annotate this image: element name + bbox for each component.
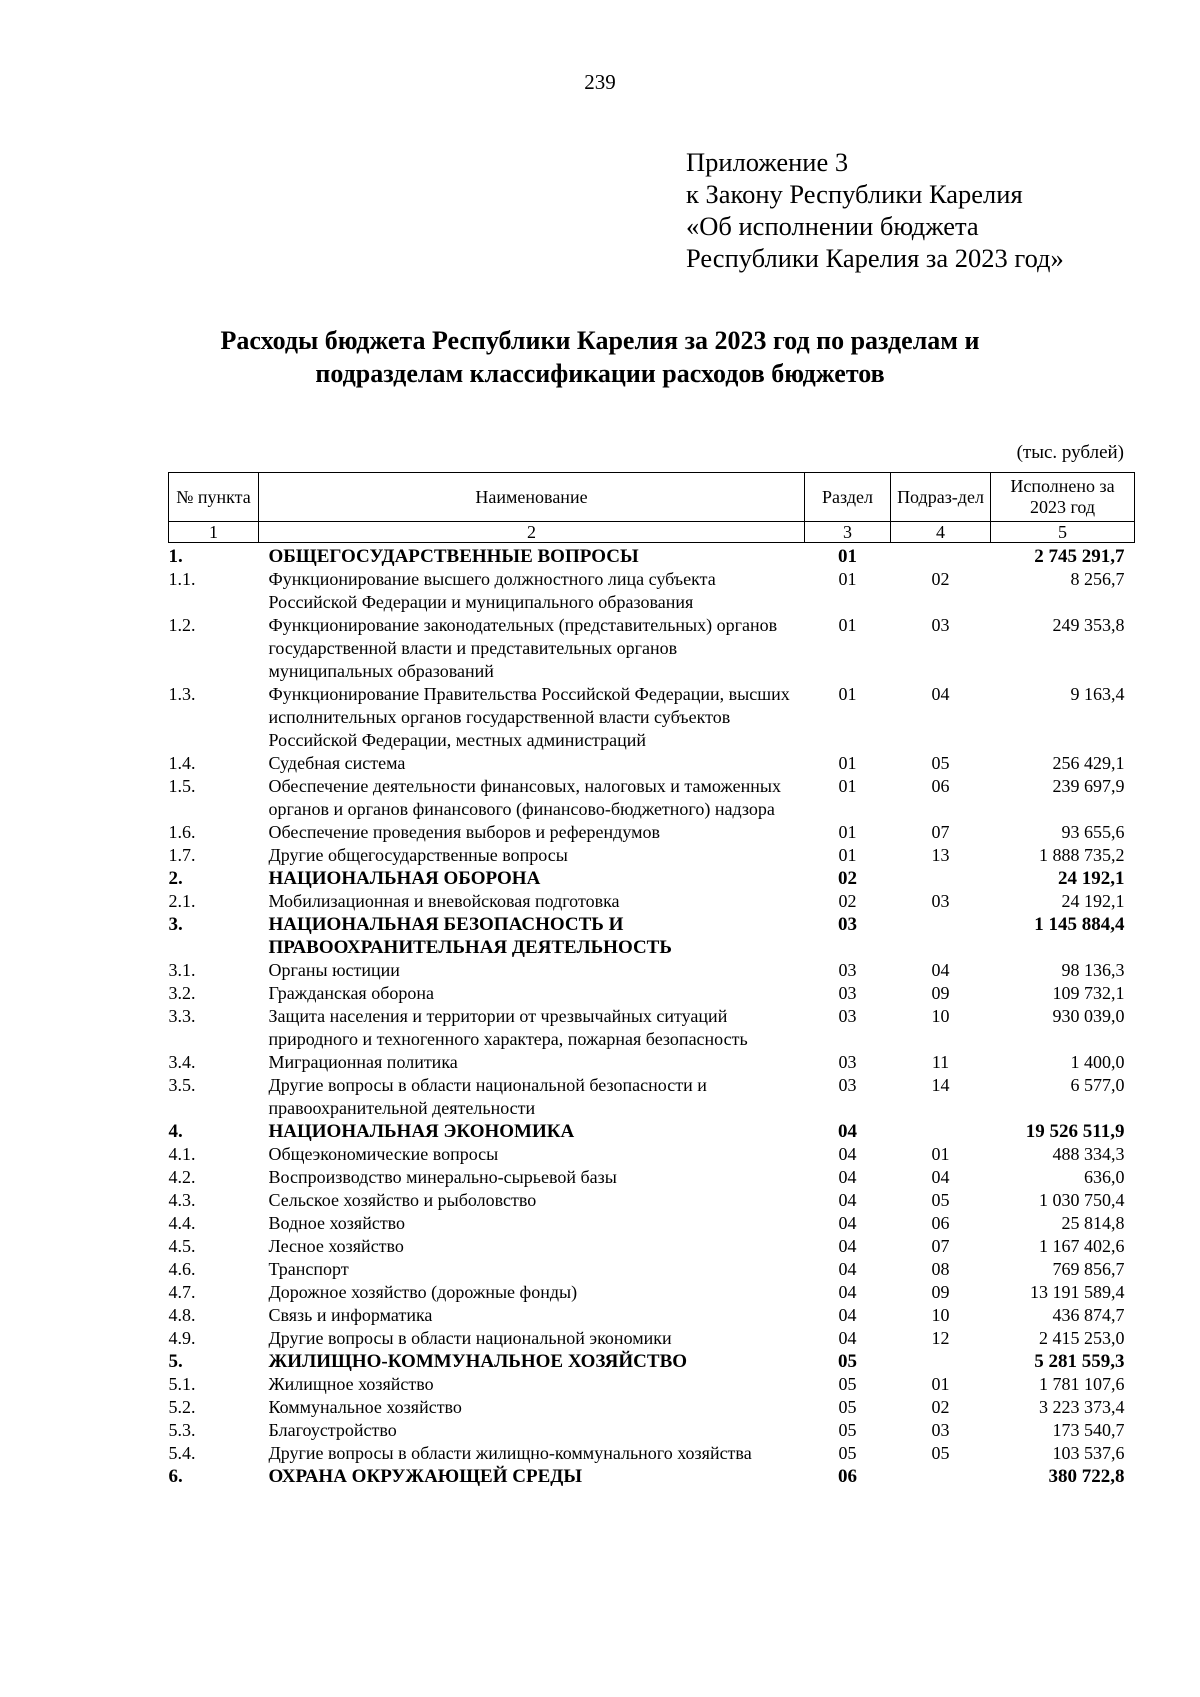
table-row — [169, 1304, 1135, 1327]
row-section: 03 — [838, 1075, 857, 1095]
row-amount: 380 722,8 — [1048, 1466, 1125, 1487]
row-section: 03 — [838, 1006, 857, 1026]
row-amount: 98 136,3 — [1061, 960, 1125, 980]
header-num: № пункта — [169, 473, 259, 522]
row-subsection: 09 — [931, 1282, 950, 1302]
row-section: 02 — [838, 868, 857, 889]
row-section: 04 — [838, 1190, 857, 1210]
row-number: 4.2. — [168, 1167, 196, 1187]
units-label: (тыс. рублей) — [1016, 442, 1124, 463]
table-row — [169, 1419, 1135, 1442]
table-row — [169, 1005, 1135, 1051]
row-number: 5. — [168, 1351, 183, 1372]
row-number: 1.4. — [168, 753, 196, 773]
row-subsection: 07 — [931, 822, 950, 842]
column-number: 4 — [891, 522, 991, 543]
row-section: 01 — [838, 753, 857, 773]
row-number: 4.3. — [168, 1190, 196, 1210]
appendix-line: Приложение 3 — [686, 147, 849, 177]
row-subsection: 04 — [931, 960, 950, 980]
row-number: 4.5. — [168, 1236, 196, 1256]
row-number: 4.6. — [168, 1259, 196, 1279]
row-name: Функционирование высшего должностного лица субъекта Российской Федерации и муниципального образования — [268, 569, 716, 612]
row-section: 03 — [838, 1052, 857, 1072]
row-amount: 436 874,7 — [1052, 1305, 1125, 1325]
row-amount: 1 400,0 — [1070, 1052, 1125, 1072]
row-amount: 103 537,6 — [1052, 1443, 1125, 1463]
row-number: 1.7. — [168, 845, 196, 865]
row-name: Защита населения и территории от чрезвычайных ситуаций природного и техногенного характера, пожарная безопасность — [268, 1006, 748, 1049]
table-row — [169, 1465, 1135, 1488]
row-section: 03 — [838, 983, 857, 1003]
table-row — [169, 1074, 1135, 1120]
column-number: 2 — [259, 522, 805, 543]
row-subsection: 05 — [931, 753, 950, 773]
table-column-numbers-row — [169, 522, 1135, 543]
row-section: 03 — [838, 960, 857, 980]
row-name: Другие вопросы в области жилищно-коммунального хозяйства — [268, 1443, 752, 1463]
row-subsection: 12 — [931, 1328, 950, 1348]
table-row — [169, 1235, 1135, 1258]
row-subsection: 10 — [931, 1305, 950, 1325]
column-number: 5 — [991, 522, 1135, 543]
row-amount: 24 192,1 — [1058, 868, 1125, 889]
table-body — [169, 543, 1135, 1489]
table-row — [169, 844, 1135, 867]
row-number: 4.4. — [168, 1213, 196, 1233]
row-name: Гражданская оборона — [268, 983, 434, 1003]
row-name: Мобилизационная и вневойсковая подготовка — [268, 891, 620, 911]
row-number: 4. — [168, 1121, 183, 1142]
row-name: Функционирование Правительства Российской Федерации, высших исполнительных органов государственной власти субъектов Российской Федерации, местных администраций — [268, 684, 790, 750]
table-row — [169, 1442, 1135, 1465]
row-name: Сельское хозяйство и рыболовство — [268, 1190, 537, 1210]
row-subsection: 06 — [931, 1213, 950, 1233]
row-number: 5.2. — [168, 1397, 196, 1417]
row-name: Другие вопросы в области национальной экономики — [268, 1328, 672, 1348]
row-number: 5.4. — [168, 1443, 196, 1463]
row-name: Органы юстиции — [268, 960, 400, 980]
row-amount: 249 353,8 — [1052, 615, 1125, 635]
row-number: 6. — [168, 1466, 183, 1487]
row-amount: 13 191 589,4 — [1030, 1282, 1125, 1302]
row-name: НАЦИОНАЛЬНАЯ БЕЗОПАСНОСТЬ И ПРАВООХРАНИТЕЛЬНАЯ ДЕЯТЕЛЬНОСТЬ — [268, 914, 672, 958]
row-name: НАЦИОНАЛЬНАЯ ОБОРОНА — [268, 868, 541, 889]
appendix-note — [686, 146, 1186, 274]
table-row — [169, 867, 1135, 890]
row-number: 4.8. — [168, 1305, 196, 1325]
row-number: 1.6. — [168, 822, 196, 842]
row-amount: 239 697,9 — [1052, 776, 1125, 796]
table-row — [169, 543, 1135, 569]
row-subsection — [891, 1350, 991, 1373]
row-subsection: 03 — [931, 891, 950, 911]
row-name: Жилищное хозяйство — [268, 1374, 434, 1394]
row-section: 04 — [838, 1305, 857, 1325]
row-name: Функционирование законодательных (представительных) органов государственной власти и представительных органов муниципальных образований — [268, 615, 778, 681]
row-subsection: 10 — [931, 1006, 950, 1026]
document-title — [0, 324, 1200, 390]
table-row — [169, 1166, 1135, 1189]
row-number: 2. — [168, 868, 183, 889]
header-amount: Исполнено за 2023 год — [991, 473, 1135, 522]
row-section: 05 — [838, 1351, 857, 1372]
table-row — [169, 1373, 1135, 1396]
row-amount: 1 145 884,4 — [1034, 914, 1125, 935]
row-section: 01 — [838, 776, 857, 796]
row-amount: 5 281 559,3 — [1034, 1351, 1125, 1372]
table-row — [169, 1189, 1135, 1212]
column-number: 3 — [805, 522, 891, 543]
row-subsection: 01 — [931, 1144, 950, 1164]
row-amount: 93 655,6 — [1061, 822, 1125, 842]
row-number: 3.1. — [168, 960, 196, 980]
header-subsection: Подраз-дел — [891, 473, 991, 522]
row-number: 1.3. — [168, 684, 196, 704]
expenditure-table — [168, 472, 1135, 1488]
row-section: 01 — [838, 684, 857, 704]
row-amount: 636,0 — [1084, 1167, 1125, 1187]
row-number: 3. — [168, 914, 183, 935]
row-name: Водное хозяйство — [268, 1213, 406, 1233]
row-name: Другие вопросы в области национальной безопасности и правоохранительной деятельности — [268, 1075, 707, 1118]
page-number: 239 — [584, 70, 616, 94]
appendix-line: Республики Карелия за 2023 год» — [686, 243, 1064, 273]
row-name: Транспорт — [268, 1259, 349, 1279]
row-amount: 930 039,0 — [1052, 1006, 1125, 1026]
row-section: 01 — [838, 546, 857, 567]
row-subsection — [891, 1465, 991, 1488]
row-number: 1. — [168, 546, 183, 567]
table-row — [169, 568, 1135, 614]
row-section: 04 — [838, 1144, 857, 1164]
row-number: 3.4. — [168, 1052, 196, 1072]
table-row — [169, 1143, 1135, 1166]
row-subsection: 03 — [931, 615, 950, 635]
row-amount: 1 781 107,6 — [1039, 1374, 1125, 1394]
row-section: 01 — [838, 845, 857, 865]
row-name: Миграционная политика — [268, 1052, 458, 1072]
row-section: 04 — [838, 1259, 857, 1279]
row-section: 01 — [838, 822, 857, 842]
row-subsection: 04 — [931, 684, 950, 704]
column-number: 1 — [169, 522, 259, 543]
row-subsection — [891, 543, 991, 569]
row-name: Другие общегосударственные вопросы — [268, 845, 568, 865]
row-amount: 2 745 291,7 — [1034, 546, 1125, 567]
row-section: 04 — [838, 1167, 857, 1187]
row-amount: 173 540,7 — [1052, 1420, 1125, 1440]
row-name: ОБЩЕГОСУДАРСТВЕННЫЕ ВОПРОСЫ — [268, 546, 639, 567]
row-section: 04 — [838, 1121, 857, 1142]
row-section: 03 — [838, 914, 857, 935]
table-row — [169, 1281, 1135, 1304]
row-number: 5.3. — [168, 1420, 196, 1440]
table-row — [169, 1396, 1135, 1419]
row-amount: 488 334,3 — [1052, 1144, 1125, 1164]
table-row — [169, 982, 1135, 1005]
table-row — [169, 821, 1135, 844]
table-row — [169, 1051, 1135, 1074]
table-row — [169, 959, 1135, 982]
row-section: 01 — [838, 569, 857, 589]
document-title-line: Расходы бюджета Республики Карелия за 2023 год по разделам и — [220, 326, 980, 355]
row-section: 05 — [838, 1420, 857, 1440]
row-number: 3.2. — [168, 983, 196, 1003]
row-section: 04 — [838, 1328, 857, 1348]
row-section: 06 — [838, 1466, 857, 1487]
table-row — [169, 1120, 1135, 1143]
table-row — [169, 683, 1135, 752]
row-amount: 1 030 750,4 — [1039, 1190, 1125, 1210]
table-row — [169, 1212, 1135, 1235]
row-amount: 9 163,4 — [1070, 684, 1125, 704]
row-number: 4.1. — [168, 1144, 196, 1164]
row-amount: 256 429,1 — [1052, 753, 1125, 773]
row-subsection: 07 — [931, 1236, 950, 1256]
appendix-line: «Об исполнении бюджета — [686, 211, 979, 241]
row-subsection — [891, 913, 991, 959]
table-row — [169, 614, 1135, 683]
row-subsection: 05 — [931, 1443, 950, 1463]
row-subsection: 02 — [931, 569, 950, 589]
table-row — [169, 1327, 1135, 1350]
row-section: 01 — [838, 615, 857, 635]
row-amount: 19 526 511,9 — [1025, 1121, 1125, 1142]
row-name: Воспроизводство минерально-сырьевой базы — [268, 1167, 617, 1187]
row-section: 05 — [838, 1397, 857, 1417]
appendix-line: к Закону Республики Карелия — [686, 179, 1023, 209]
row-name: НАЦИОНАЛЬНАЯ ЭКОНОМИКА — [268, 1121, 575, 1142]
header-name: Наименование — [259, 473, 805, 522]
row-subsection — [891, 867, 991, 890]
row-amount: 2 415 253,0 — [1039, 1328, 1125, 1348]
row-number: 1.5. — [168, 776, 196, 796]
document-title-line: подразделам классификации расходов бюджетов — [315, 359, 885, 388]
row-subsection: 09 — [931, 983, 950, 1003]
table-row — [169, 775, 1135, 821]
row-name: Коммунальное хозяйство — [268, 1397, 462, 1417]
row-number: 1.2. — [168, 615, 196, 635]
row-subsection: 13 — [931, 845, 950, 865]
row-amount: 1 888 735,2 — [1039, 845, 1125, 865]
row-section: 05 — [838, 1443, 857, 1463]
row-number: 3.3. — [168, 1006, 196, 1026]
row-amount: 109 732,1 — [1052, 983, 1125, 1003]
row-subsection: 05 — [931, 1190, 950, 1210]
row-section: 04 — [838, 1282, 857, 1302]
row-name: Обеспечение деятельности финансовых, налоговых и таможенных органов и органов финансового (финансово-бюджетного) надзора — [268, 776, 781, 819]
row-section: 04 — [838, 1213, 857, 1233]
row-subsection: 01 — [931, 1374, 950, 1394]
row-name: Благоустройство — [268, 1420, 397, 1440]
row-subsection: 04 — [931, 1167, 950, 1187]
row-name: Судебная система — [268, 753, 406, 773]
table-row — [169, 890, 1135, 913]
row-subsection: 03 — [931, 1420, 950, 1440]
row-number: 2.1. — [168, 891, 196, 911]
row-number: 5.1. — [168, 1374, 196, 1394]
row-subsection: 11 — [931, 1052, 950, 1072]
row-subsection: 02 — [931, 1397, 950, 1417]
row-number: 1.1. — [168, 569, 196, 589]
row-number: 4.9. — [168, 1328, 196, 1348]
row-amount: 25 814,8 — [1061, 1213, 1125, 1233]
row-subsection: 06 — [931, 776, 950, 796]
row-name: ОХРАНА ОКРУЖАЮЩЕЙ СРЕДЫ — [268, 1466, 582, 1487]
row-subsection: 14 — [931, 1075, 950, 1095]
row-section: 04 — [838, 1236, 857, 1256]
row-name: Обеспечение проведения выборов и референдумов — [268, 822, 660, 842]
row-amount: 8 256,7 — [1070, 569, 1125, 589]
table-row — [169, 913, 1135, 959]
row-name: Общеэкономические вопросы — [268, 1144, 499, 1164]
row-subsection — [891, 1120, 991, 1143]
row-amount: 3 223 373,4 — [1039, 1397, 1125, 1417]
row-number: 3.5. — [168, 1075, 196, 1095]
row-name: Дорожное хозяйство (дорожные фонды) — [268, 1282, 578, 1302]
table-row — [169, 1258, 1135, 1281]
table-row — [169, 1350, 1135, 1373]
row-section: 02 — [838, 891, 857, 911]
row-amount: 769 856,7 — [1052, 1259, 1125, 1279]
row-amount: 24 192,1 — [1061, 891, 1125, 911]
row-amount: 1 167 402,6 — [1039, 1236, 1125, 1256]
row-name: ЖИЛИЩНО-КОММУНАЛЬНОЕ ХОЗЯЙСТВО — [268, 1351, 688, 1372]
row-name: Лесное хозяйство — [268, 1236, 404, 1256]
row-amount: 6 577,0 — [1070, 1075, 1125, 1095]
table-header-row — [169, 473, 1135, 522]
row-name: Связь и информатика — [268, 1305, 433, 1325]
table-row — [169, 752, 1135, 775]
row-number: 4.7. — [168, 1282, 196, 1302]
row-subsection: 08 — [931, 1259, 950, 1279]
header-section: Раздел — [805, 473, 891, 522]
row-section: 05 — [838, 1374, 857, 1394]
